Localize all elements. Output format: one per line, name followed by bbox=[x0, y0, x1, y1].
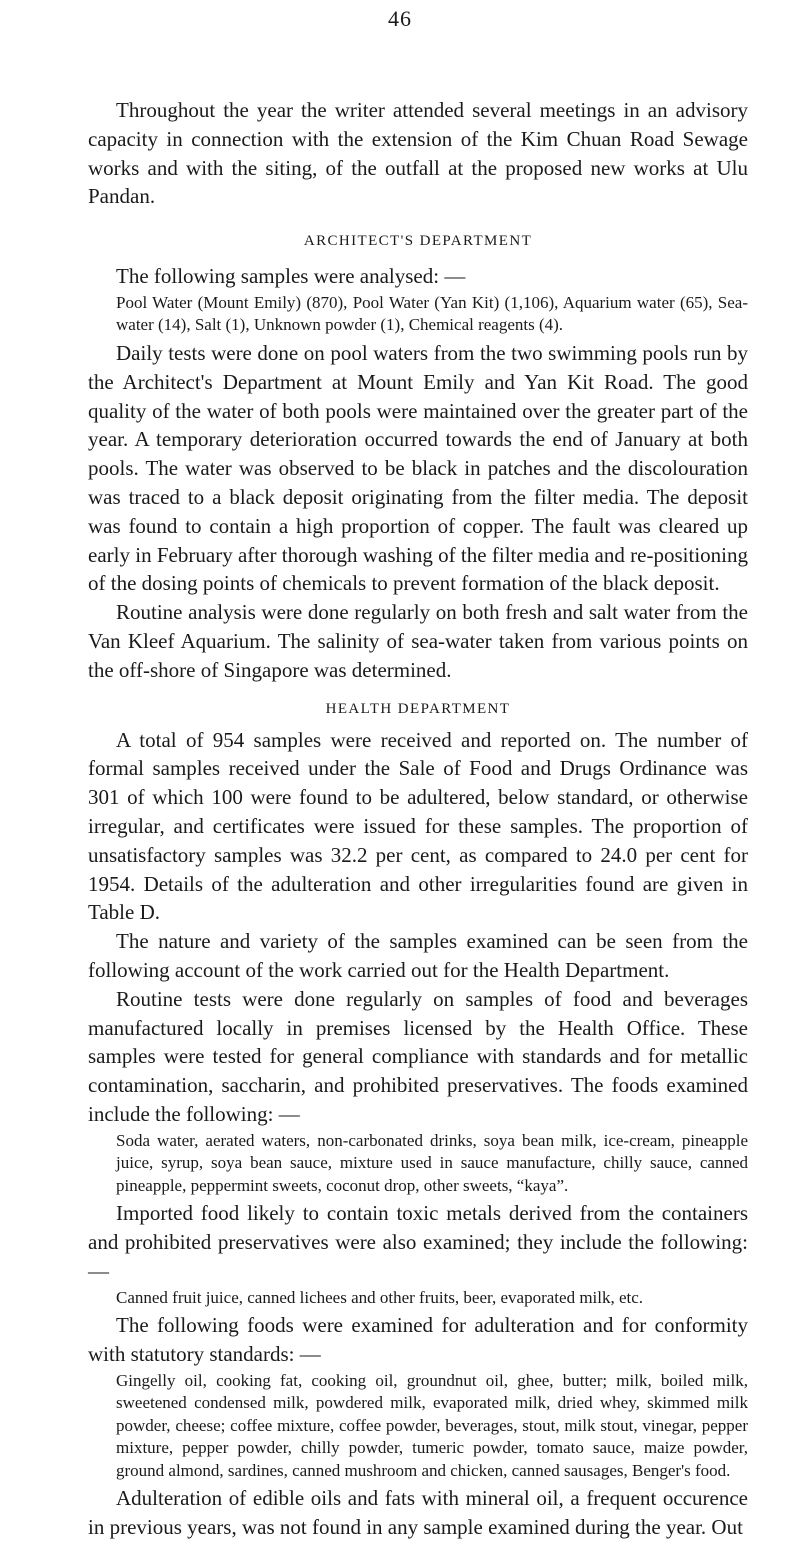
paragraph-routine-tests: Routine tests were done regularly on samples of food and beverages manufactured locally in premises licensed by the Health Office. These samples were tested for general compliance with standards and for metallic contamination, saccharin, and prohibited preservatives. The foods examined include the following: — bbox=[88, 986, 748, 1126]
document-body bbox=[88, 96, 748, 1542]
section-heading-architect: ARCHITECT'S DEPARTMENT bbox=[303, 233, 533, 250]
paragraph-aquarium: Routine analysis were done regularly on both fresh and salt water from the Van Kleef Aquarium. The salinity of sea-water taken from various points on the off-shore of Singapore was determined. bbox=[88, 600, 748, 682]
paragraph-nature-variety: The nature and variety of the samples examined can be seen from the following account of the work carried out for the Health Department. bbox=[88, 929, 748, 982]
paragraph-samples-analysed: The following samples were analysed: — bbox=[116, 264, 466, 289]
list-samples-analysed: Pool Water (Mount Emily) (870), Pool Water (Yan Kit) (1,106), Aquarium water (65), Sea-water (14), Salt (1), Unknown powder (1), Chemical reagents (4). bbox=[116, 292, 748, 335]
list-local-foods: Soda water, aerated waters, non-carbonated drinks, soya bean milk, ice-cream, pineapple juice, syrup, soya bean sauce, mixture used in sauce manufacture, chilly sauce, canned pineapple, peppermint sweets, coconut drop, other sweets, “kaya”. bbox=[116, 1130, 748, 1195]
paragraph-imported-food: Imported food likely to contain toxic metals derived from the containers and prohibited preservatives were also examined; they include the following: — bbox=[88, 1201, 748, 1283]
list-examined-foods: Gingelly oil, cooking fat, cooking oil, groundnut oil, ghee, butter; milk, boiled milk, sweetened condensed milk, powdered milk, evaporated milk, dried whey, skimmed milk powder, cheese; coffee mixture, coffee powder, beverages, stout, milk stout, vinegar, pepper mixture, pepper powder, chilly powder, tumeric powder, tomato sauce, maize powder, ground almond, sardines, canned mushroom and chicken, canned sausages, Benger's food. bbox=[116, 1370, 748, 1480]
paragraph-edible-oils: Adulteration of edible oils and fats with mineral oil, a frequent occurence in previous years, was not found in any sample examined during the year. Out bbox=[88, 1486, 748, 1539]
paragraph-total-samples: A total of 954 samples were received and reported on. The number of formal samples received under the Sale of Food and Drugs Ordinance was 301 of which 100 were found to be adultered, below standard, or otherwise irregular, and certificates were issued for these samples. The proportion of unsatisfactory samples was 32.2 per cent, as compared to 24.0 per cent for 1954. Details of the adulteration and other irregularities found are given in Table D. bbox=[88, 727, 748, 925]
paragraph-adulteration-standards: The following foods were examined for adulteration and for conformity with statutory standards: — bbox=[88, 1313, 748, 1366]
paragraph-sewage-works: Throughout the year the writer attended several meetings in an advisory capacity in connection with the extension of the Kim Chuan Road Sewage works and with the siting, of the outfall at the proposed new works at Ulu Pandan. bbox=[88, 98, 748, 209]
page-number: 46 bbox=[388, 6, 412, 31]
section-heading-health: HEALTH DEPARTMENT bbox=[325, 700, 511, 717]
paragraph-pool-waters: Daily tests were done on pool waters from the two swimming pools run by the Architect's Department at Mount Emily and Yan Kit Road. The good quality of the water of both pools were maintained over the greater part of the year. A temporary deterioration occurred towards the end of January at both pools. The water was observed to be black in patches and the discolouration was traced to a black deposit originating from the filter media. The deposit was found to contain a high proportion of copper. The fault was cleared up early in February after thorough washing of the filter media and re-positioning of the dosing points of chemicals to prevent formation of the black deposit. bbox=[88, 340, 748, 596]
list-imported-foods: Canned fruit juice, canned lichees and other fruits, beer, evaporated milk, etc. bbox=[116, 1287, 644, 1307]
